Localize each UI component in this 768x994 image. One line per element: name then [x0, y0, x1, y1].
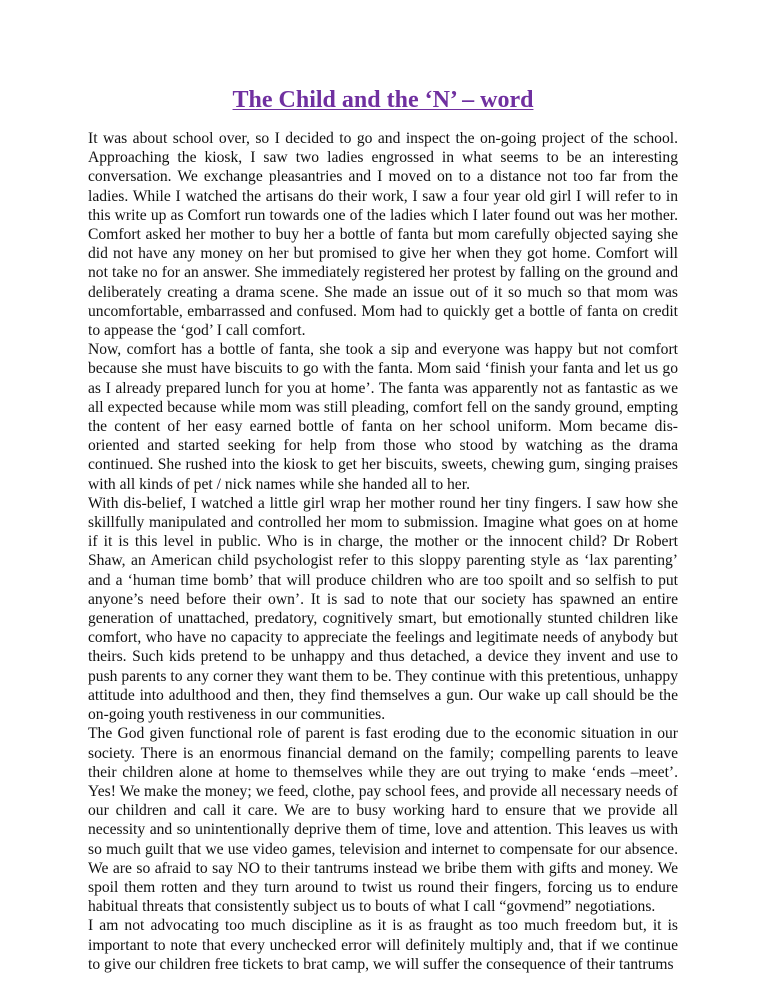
paragraph-3: With dis-belief, I watched a little girl wrap her mother round her tiny fingers. I saw how she skillfully manipulated and controlled her mom to submission. Imagine what goes on at home if it is this level in public. Who is in charge, the mother or the innocent child? Dr Robert Shaw, an American child psychologist refer to this sloppy parenting style as ‘lax parenting’ and a ‘human time bomb’ that will produce children who are too spoilt and so selfish to put anyone’s need before their own’. It is sad to note that our society has spawned an entire generation of unattached, predatory, cognitively smart, but emotionally stunted children like comfort, who have no capacity to appreciate the feelings and legitimate needs of anybody but theirs. Such kids pretend to be unhappy and thus detached, a device they invent and use to push parents to any corner they want them to be. They continue with this pretentious, unhappy attitude into adulthood and then, they find themselves a gun. Our wake up call should be the on-going youth restiveness in our communities. [88, 494, 678, 724]
document-title: The Child and the ‘N’ – word [232, 87, 534, 113]
paragraph-4: The God given functional role of parent is fast eroding due to the economic situation in our society. There is an enormous financial demand on the family; compelling parents to leave their children alone at home to themselves while they are out trying to make ‘ends –meet’. Yes! We make the money; we feed, clothe, pay school fees, and provide all necessary needs of our children and call it care. We are to busy working hard to ensure that we provide all necessity and so unintentionally deprive them of time, love and attention. This leaves us with so much guilt that we use video games, television and internet to compensate for our absence. We are so afraid to say NO to their tantrums instead we bribe them with gifts and money. We spoil them rotten and they turn around to twist us round their fingers, forcing us to endure habitual threats that consistently subject us to bouts of what I call “govmend” negotiations. [88, 725, 678, 916]
document-page [88, 85, 678, 974]
paragraph-2: Now, comfort has a bottle of fanta, she took a sip and everyone was happy but not comfort because she must have biscuits to go with the fanta. Mom said ‘finish your fanta and let us go as I already prepared lunch for you at home’. The fanta was apparently not as fantastic as we all expected because while mom was still pleading, comfort fell on the sandy ground, empting the content of her easy earned bottle of fanta on her school uniform. Mom became dis-oriented and started seeking for help from those who stood by watching as the drama continued. She rushed into the kiosk to get her biscuits, sweets, chewing gum, singing praises with all kinds of pet / nick names while she handed all to her. [88, 341, 678, 493]
paragraph-5: I am not advocating too much discipline as it is as fraught as too much freedom but, it is important to note that every unchecked error will definitely multiply and, that if we continue to give our children free tickets to brat camp, we will suffer the consequence of their tantrums [88, 917, 678, 973]
paragraph-1: It was about school over, so I decided to go and inspect the on-going project of the school. Approaching the kiosk, I saw two ladies engrossed in what seems to be an interesting conversation. We exchange pleasantries and I moved on to a distance not too far from the ladies. While I watched the artisans do their work, I saw a four year old girl I will refer to in this write up as Comfort run towards one of the ladies which I later found out was her mother. Comfort asked her mother to buy her a bottle of fanta but mom carefully objected saying she did not have any money on her but promised to give her when they got home. Comfort will not take no for an answer. She immediately registered her protest by falling on the ground and deliberately creating a drama scene. She made an issue out of it so much so that mom was uncomfortable, embarrassed and confused. Mom had to quickly get a bottle of fanta on credit to appease the ‘god’ I call comfort. [88, 130, 678, 340]
